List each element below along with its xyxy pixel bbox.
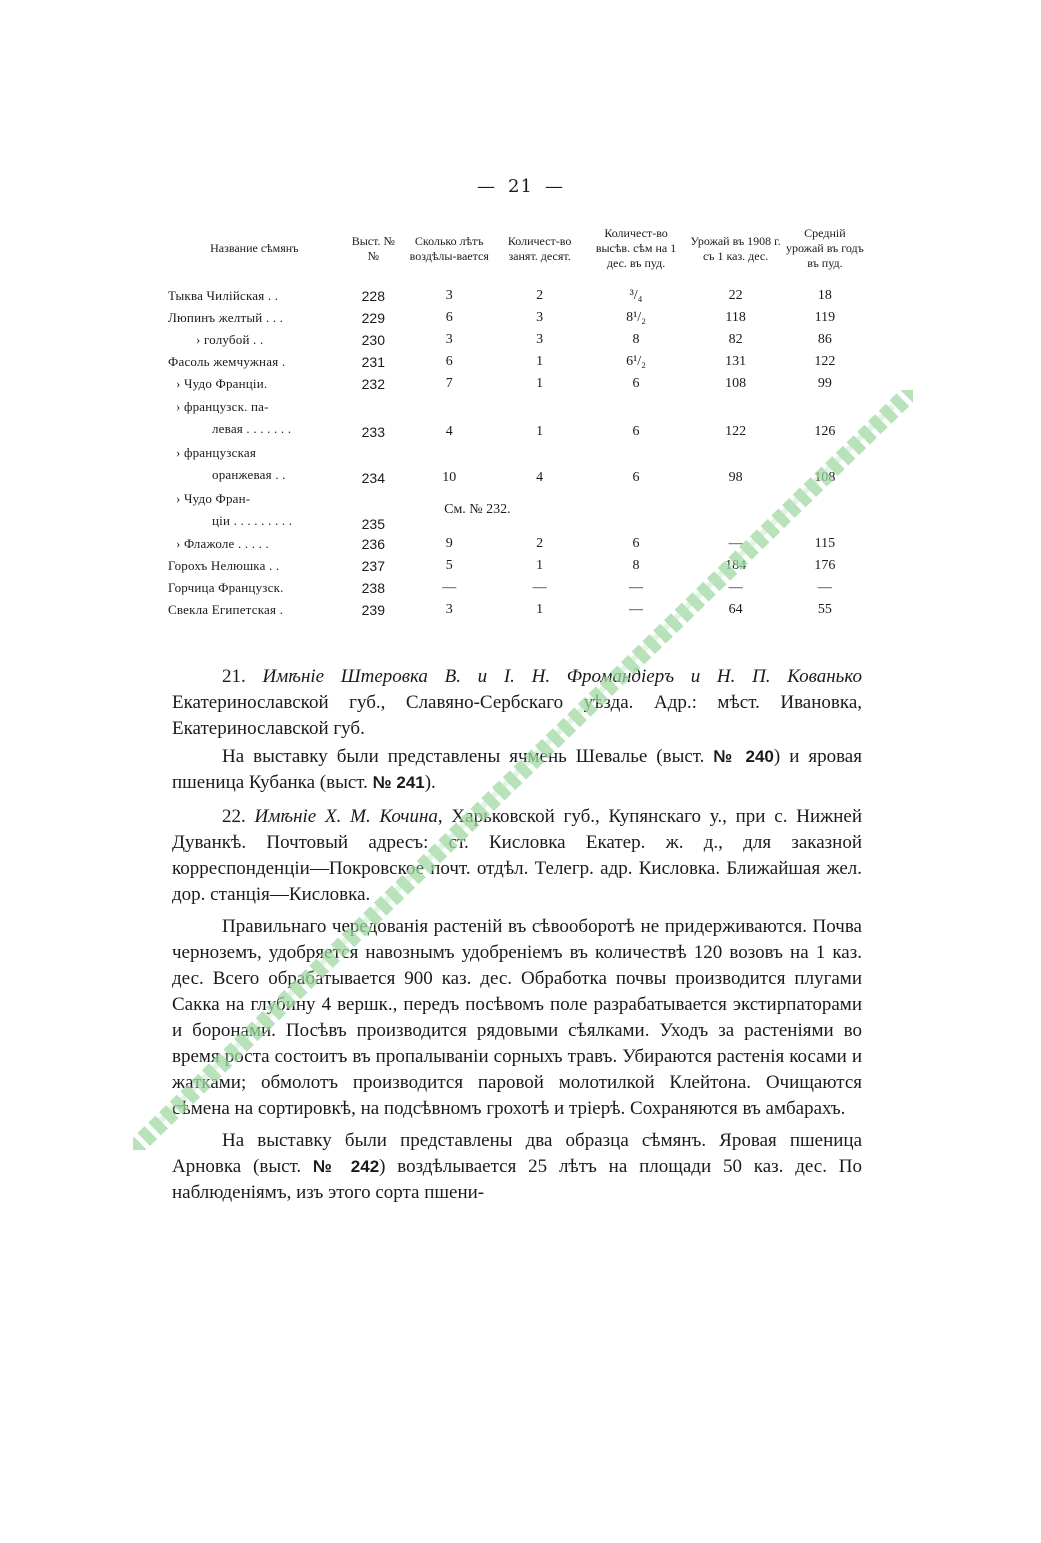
cell-yield-1908: 184: [725, 558, 747, 573]
cell-no: 229: [361, 310, 385, 326]
cell-seed: 6: [632, 536, 640, 551]
cell-cross-reference: См. № 232.: [444, 502, 511, 517]
cell-area: 1: [536, 558, 544, 573]
cell-years: 6: [445, 354, 453, 369]
cell-yield-1908: 82: [728, 332, 743, 347]
cell-no: 233: [361, 424, 385, 440]
cell-name: › французск. па- левая . . . . . . .: [176, 399, 292, 436]
cell-area: 3: [536, 310, 544, 325]
table-row: [166, 577, 866, 599]
cell-area: 1: [536, 424, 544, 439]
cell-years: 9: [445, 536, 453, 551]
cell-area: 4: [536, 470, 544, 485]
col-header-name: Название сѣмянъ: [210, 241, 299, 255]
table-row: [166, 599, 866, 621]
cell-no: 231: [361, 354, 385, 370]
cell-avg: 119: [814, 310, 836, 325]
cell-name: › Чудо Франціи.: [176, 376, 268, 391]
cell-name: › французская оранжевая . .: [176, 445, 286, 482]
cell-name: Горчица Французск.: [168, 580, 284, 595]
cell-no: 236: [361, 536, 385, 552]
cell-no: 234: [361, 470, 385, 486]
cell-area: 1: [536, 354, 544, 369]
cell-avg: 55: [817, 602, 832, 617]
table-row: [166, 395, 866, 441]
cell-name: › голубой . .: [196, 332, 264, 347]
cell-seed: 6: [632, 424, 640, 439]
cell-seed: —: [629, 602, 644, 617]
cell-years: 3: [445, 332, 453, 347]
cell-yield-1908: 118: [725, 310, 746, 325]
cell-avg: 108: [814, 470, 836, 485]
cell-name: Фасоль жемчужная .: [168, 354, 286, 369]
cell-avg: 115: [814, 536, 836, 551]
section-22-heading-paragraph: 22. Имѣніе Х. М. Кочина, Харьковской губ., Купянскаго у., при с. Нижней Дуванкѣ. Почтовый адресъ: ст. Кисловка Екатер. ж. д., для заказной корреспонденціи—Покровское почт. отдѣл. Телегр. адр. Кисловка. Ближайшая жел. дор. станція—Кисловка.: [172, 806, 863, 905]
table-row: [166, 555, 866, 577]
cell-name: Свекла Египетская .: [168, 602, 284, 617]
cell-avg: —: [817, 580, 832, 595]
section-22-owner: Имѣніе Х. М. Кочина: [254, 806, 438, 827]
cell-yield-1908: 108: [725, 376, 747, 391]
cell-seed: 8: [632, 558, 640, 573]
table-row: [166, 285, 866, 307]
cell-seed: 6: [632, 470, 640, 485]
table-row: [166, 441, 866, 487]
cell-yield-1908: 131: [725, 354, 747, 369]
cell-seed: 8¹/₂: [626, 310, 647, 325]
table-header-row: [166, 226, 866, 285]
cell-yield-1908: 64: [728, 602, 743, 617]
cell-avg: 176: [814, 558, 836, 573]
cell-area: 1: [536, 376, 544, 391]
section-22-exhibit-paragraph: На выставку были представлены два образца сѣмянъ. Яровая пшеница Арновка (выст. № 242) воздѣлывается 25 лѣтъ на площади 50 каз. дес. По наблюденіямъ, изъ этого сорта пшени-: [172, 1130, 862, 1203]
cell-no: 238: [361, 580, 385, 596]
cell-name: Люпинъ желтый . . .: [168, 310, 284, 325]
cell-yield-1908: 122: [725, 424, 747, 439]
cell-seed: ³/₄: [629, 288, 643, 303]
col-header-avg-yield: Средній урожай въ годъ въ пуд.: [785, 226, 864, 270]
section-22: [172, 804, 862, 1208]
cell-no: 235: [361, 516, 385, 532]
cell-yield-1908: 22: [728, 288, 743, 303]
cell-area: 1: [536, 602, 544, 617]
cell-years: 6: [445, 310, 453, 325]
cell-avg: 86: [817, 332, 832, 347]
cell-no: 230: [361, 332, 385, 348]
cell-name: Тыква Чилійская . .: [168, 288, 279, 303]
cell-seed: 6: [632, 376, 640, 391]
cell-avg: 99: [817, 376, 832, 391]
col-header-no: Выст. № №: [351, 233, 395, 263]
cell-name: › Чудо Фран- ціи . . . . . . . . .: [176, 491, 293, 528]
cell-years: —: [442, 580, 457, 595]
cell-years: 3: [445, 602, 453, 617]
cell-years: 10: [442, 470, 457, 485]
cell-years: 7: [445, 376, 453, 391]
cell-yield-1908: —: [728, 536, 743, 551]
cell-no: 232: [361, 376, 385, 392]
cell-name: › Флажоле . . . . .: [176, 536, 270, 551]
table-row: [166, 373, 866, 395]
page-number: — 21 —: [477, 176, 564, 197]
cell-avg: 18: [817, 288, 832, 303]
col-header-seed: Количест-во высѣв. сѣм на 1 дес. въ пуд.: [595, 226, 677, 270]
table-row: [166, 533, 866, 555]
cell-area: 3: [536, 332, 544, 347]
table-row: [166, 351, 866, 373]
col-header-years: Сколько лѣтъ воздѣлы-вается: [409, 233, 489, 263]
cell-seed: 8: [632, 332, 640, 347]
cell-seed: 6¹/₂: [626, 354, 647, 369]
cell-years: 5: [445, 558, 453, 573]
cell-years: 4: [445, 424, 453, 439]
seeds-table: [166, 226, 866, 621]
cell-years: 3: [445, 288, 453, 303]
section-21-exhibit-paragraph: На выставку были представлены ячмень Шевалье (выст. № 240) и яровая пшеница Кубанка (выст. № 241).: [172, 746, 862, 793]
table-row: [166, 307, 866, 329]
cell-no: 237: [361, 558, 385, 574]
cell-seed: —: [629, 580, 644, 595]
cell-area: —: [532, 580, 547, 595]
cell-yield-1908: —: [728, 580, 743, 595]
cell-area: 2: [536, 536, 544, 551]
cell-area: 2: [536, 288, 544, 303]
table-row: [166, 487, 866, 533]
page-number-value: 21: [508, 176, 533, 197]
cell-avg: 122: [814, 354, 836, 369]
col-header-yield-1908: Урожай въ 1908 г. съ 1 каз. дес.: [690, 233, 781, 263]
table-row: [166, 329, 866, 351]
section-21-heading-paragraph: 21. Имѣніе Штеровка В. и І. Н. Фромандіеръ и Н. П. Кованько Екатеринославской губ., Славяно-Сербскаго уѣзда. Адр.: мѣст. Ивановка, Екатеринославской губ.: [172, 666, 862, 739]
cell-name: Горохъ Нелюшка . .: [168, 558, 280, 573]
section-21-owner: Имѣніе Штеровка В. и І. Н. Фромандіеръ и Н. П. Кованько: [262, 666, 862, 687]
cell-avg: 126: [814, 424, 836, 439]
section-22-cultivation-paragraph: Правильнаго чередованія растеній въ сѣвооборотѣ не придерживаются. Почва черноземъ, удобряется навознымъ удобреніемъ въ количествѣ 120 возовъ на 1 каз. дес. Всего обрабатывается 900 каз. дес. Обработка почвы производится плугами Сакка на глубину 4 вершк., передъ посѣвомъ поле разрабатывается экстирпаторами и боронами. Посѣвъ производится рядовыми сѣялками. Уходъ за растеніями во время роста состоитъ въ пропалываніи сорныхъ травъ. Убираются растенія косами и жатками; обмолотъ производится паровой молотилкой Клейтона. Очищаются сѣмена на сортировкѣ, на подсѣвномъ грохотѣ и тріерѣ. Сохраняются въ амбарахъ.: [172, 916, 862, 1119]
section-21: [172, 664, 862, 798]
cell-yield-1908: 98: [728, 470, 743, 485]
cell-no: 239: [361, 602, 385, 618]
cell-no: 228: [361, 288, 385, 304]
col-header-area: Количест-во занят. десят.: [507, 233, 572, 263]
